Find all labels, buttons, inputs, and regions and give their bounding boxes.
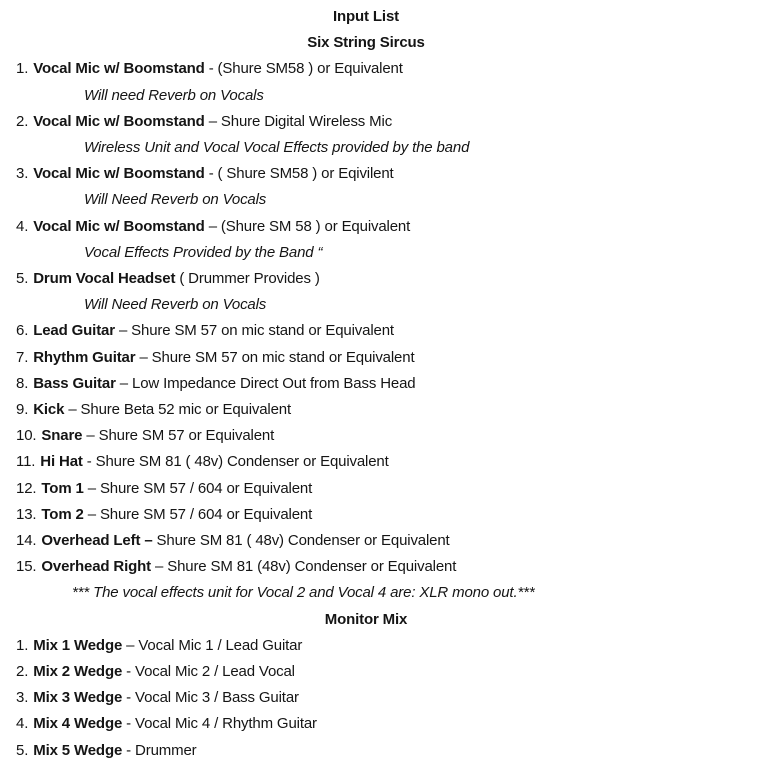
item-name: Bass Guitar — [33, 374, 116, 392]
item-desc: – Shure Digital Wireless Mic — [204, 112, 393, 130]
input-list-item — [0, 476, 732, 502]
input-list-item — [0, 397, 732, 423]
item-desc: ( Drummer Provides ) — [175, 270, 320, 288]
item-desc: - Drummer — [122, 741, 197, 759]
item-number: 1. — [16, 60, 29, 78]
item-desc: – Low Impedance Direct Out from Bass Head — [115, 374, 416, 392]
item-number: 11. — [16, 453, 36, 471]
item-desc: – Shure SM 57 or Equivalent — [82, 427, 275, 445]
item-note: Will need Reverb on Vocals — [84, 86, 264, 104]
input-list-item — [0, 266, 732, 292]
item-number: 14. — [16, 532, 37, 550]
item-number: 3. — [16, 689, 29, 707]
item-desc: – Shure SM 57 / 604 or Equivalent — [83, 505, 313, 523]
item-name: Vocal Mic w/ Boomstand — [33, 217, 205, 235]
monitor-mix-heading: Monitor Mix — [324, 610, 408, 628]
input-list-item — [0, 554, 732, 580]
item-name: Mix 3 Wedge — [33, 689, 123, 707]
item-desc: – Shure SM 57 on mic stand or Equivalent — [135, 348, 415, 366]
item-desc: – Shure Beta 52 mic or Equivalent — [64, 401, 292, 419]
item-name: Snare — [41, 427, 83, 445]
item-number: 9. — [16, 401, 29, 419]
vocal-effects-footnote: *** The vocal effects unit for Vocal 2 and Vocal 4 are: XLR mono out.*** — [72, 584, 535, 602]
item-number: 4. — [16, 715, 29, 733]
monitor-mix-item — [0, 633, 732, 659]
item-number: 3. — [16, 165, 29, 183]
item-name: Vocal Mic w/ Boomstand — [33, 112, 205, 130]
item-name: Rhythm Guitar — [33, 348, 136, 366]
item-desc: Shure SM 81 ( 48v) Condenser or Equivalent — [152, 532, 450, 550]
item-name: Overhead Right — [41, 558, 151, 576]
item-name: Tom 1 — [41, 479, 84, 497]
page-subtitle: Six String Sircus — [307, 34, 425, 52]
input-list-item — [0, 528, 732, 554]
item-desc: - (Shure SM58 ) or Equivalent — [204, 60, 403, 78]
item-number: 15. — [16, 558, 37, 576]
input-list-item — [0, 214, 732, 240]
item-note: Vocal Effects Provided by the Band “ — [84, 243, 323, 261]
item-note: Will Need Reverb on Vocals — [84, 296, 267, 314]
item-number: 5. — [16, 270, 29, 288]
item-number: 8. — [16, 374, 29, 392]
item-desc: - ( Shure SM58 ) or Eqivilent — [204, 165, 394, 183]
item-note: Wireless Unit and Vocal Vocal Effects provided by the band — [84, 139, 470, 157]
monitor-mix-item — [0, 711, 732, 737]
item-number: 12. — [16, 479, 37, 497]
item-name: Overhead Left – — [41, 532, 153, 550]
input-list-item — [0, 345, 732, 371]
item-name: Lead Guitar — [33, 322, 115, 340]
item-number: 13. — [16, 505, 37, 523]
item-desc: - Shure SM 81 ( 48v) Condenser or Equivalent — [82, 453, 389, 471]
input-list-item — [0, 449, 732, 475]
item-number: 5. — [16, 741, 29, 759]
item-number: 4. — [16, 217, 29, 235]
item-number: 7. — [16, 348, 29, 366]
page-title: Input List — [333, 8, 399, 25]
item-desc: – Vocal Mic 1 / Lead Guitar — [122, 636, 303, 654]
item-desc: - Vocal Mic 3 / Bass Guitar — [122, 689, 299, 707]
item-name: Mix 4 Wedge — [33, 715, 123, 733]
item-name: Vocal Mic w/ Boomstand — [33, 165, 205, 183]
item-desc: – (Shure SM 58 ) or Equivalent — [204, 217, 411, 235]
item-name: Mix 2 Wedge — [33, 663, 123, 681]
input-list-item — [0, 502, 732, 528]
item-number: 10. — [16, 427, 37, 445]
item-name: Mix 5 Wedge — [33, 741, 123, 759]
item-name: Tom 2 — [41, 505, 84, 523]
input-list-item — [0, 56, 732, 82]
item-name: Kick — [33, 401, 65, 419]
item-desc: – Shure SM 81 (48v) Condenser or Equivalent — [151, 558, 457, 576]
item-desc: – Shure SM 57 / 604 or Equivalent — [83, 479, 313, 497]
item-desc: – Shure SM 57 on mic stand or Equivalent — [114, 322, 394, 340]
input-list-item — [0, 423, 732, 449]
monitor-mix-item — [0, 685, 732, 711]
item-number: 1. — [16, 636, 29, 654]
item-name: Hi Hat — [40, 453, 83, 471]
input-list-item — [0, 109, 732, 135]
item-number: 2. — [16, 112, 29, 130]
item-number: 2. — [16, 663, 29, 681]
input-list-item — [0, 318, 732, 344]
item-number: 6. — [16, 322, 29, 340]
monitor-mix-item — [0, 659, 732, 685]
item-name: Drum Vocal Headset — [33, 270, 176, 288]
monitor-mix-item — [0, 738, 732, 764]
item-name: Vocal Mic w/ Boomstand — [33, 60, 205, 78]
input-list-item — [0, 161, 732, 187]
item-desc: - Vocal Mic 2 / Lead Vocal — [122, 663, 295, 681]
item-name: Mix 1 Wedge — [33, 636, 123, 654]
item-desc: - Vocal Mic 4 / Rhythm Guitar — [122, 715, 317, 733]
input-list-item — [0, 371, 732, 397]
item-note: Will Need Reverb on Vocals — [84, 191, 267, 209]
